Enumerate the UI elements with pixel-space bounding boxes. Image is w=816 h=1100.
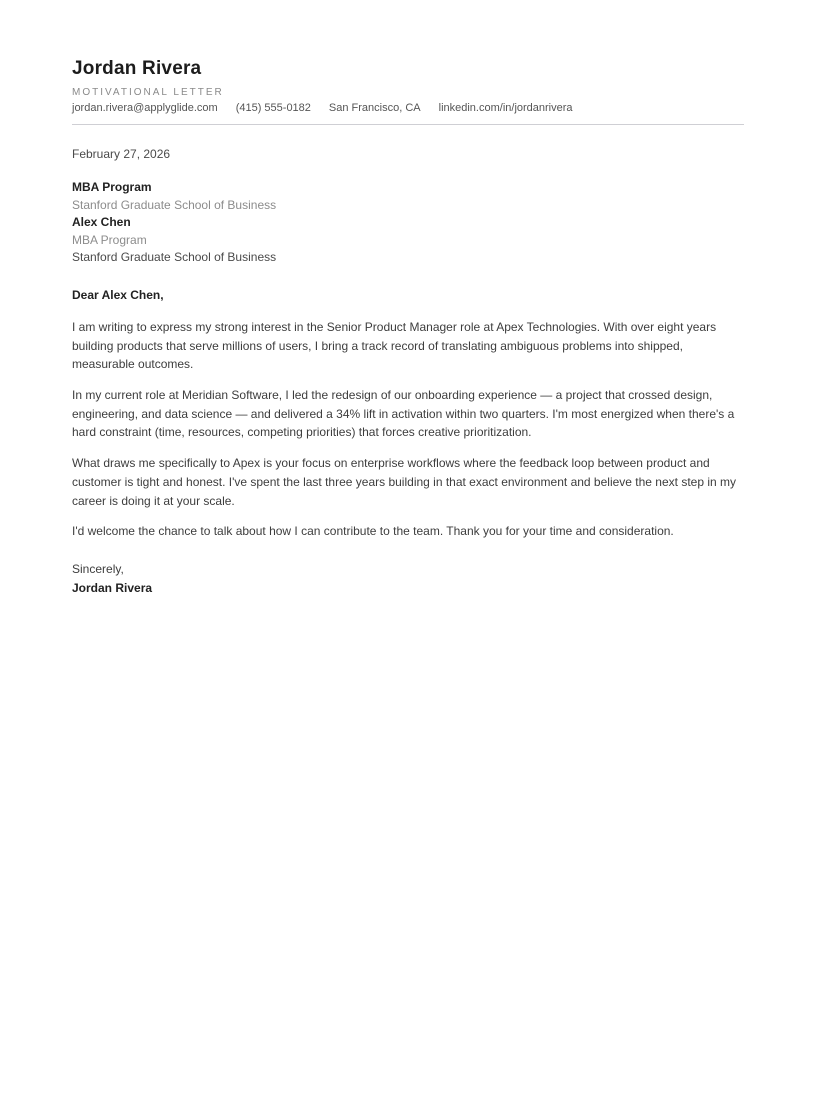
body-paragraph: In my current role at Meridian Software, I led the redesign of our onboarding experience — a project that crossed design, engineering, and data science — and delivered a 34% lift in activation within two quarters. I'm most energized when there's a hard constraint (time, resources, competing priorities) that forces creative prioritization. [72,388,735,440]
signature-name: Jordan Rivera [72,580,153,595]
letter-date: February 27, 2026 [72,147,171,161]
contact-phone: (415) 555-0182 [235,102,311,114]
recipient-org-program: MBA Program [72,180,152,194]
recipient-org-school: Stanford Graduate School of Business [72,197,277,212]
recipient-contact-name: Alex Chen [72,215,131,230]
contact-location: San Francisco, CA [328,102,421,114]
author-name: Jordan Rivera [72,58,202,79]
letter-header [72,57,744,125]
contact-email: jordan.rivera@applyglide.com [72,102,218,114]
body-paragraph: What draws me specifically to Apex is your focus on enterprise workflows where the feedback loop between product and customer is tight and honest. I've spent the last three years building in that exact environment and believe the next step in my career is doing it at your scale. [72,456,737,508]
recipient-contact-program: MBA Program [72,232,147,247]
contact-linkedin: linkedin.com/in/jordanrivera [438,102,573,114]
header-divider [72,124,744,125]
closing-block [72,560,744,597]
body-paragraph: I'd welcome the chance to talk about how I can contribute to the team. Thank you for your time and consideration. [72,524,674,539]
contact-row [72,101,744,116]
document-type-label: MOTIVATIONAL LETTER [72,87,224,98]
salutation: Dear Alex Chen, [72,287,164,302]
body-paragraph: I am writing to express my strong interest in the Senior Product Manager role at Apex Technologies. With over eight years building products that serve millions of users, I bring a track record of translating ambiguous problems into shipped, measurable outcomes. [72,319,717,372]
valediction: Sincerely, [72,562,124,576]
recipient-contact-school: Stanford Graduate School of Business [72,250,277,265]
recipient-block [72,179,744,267]
